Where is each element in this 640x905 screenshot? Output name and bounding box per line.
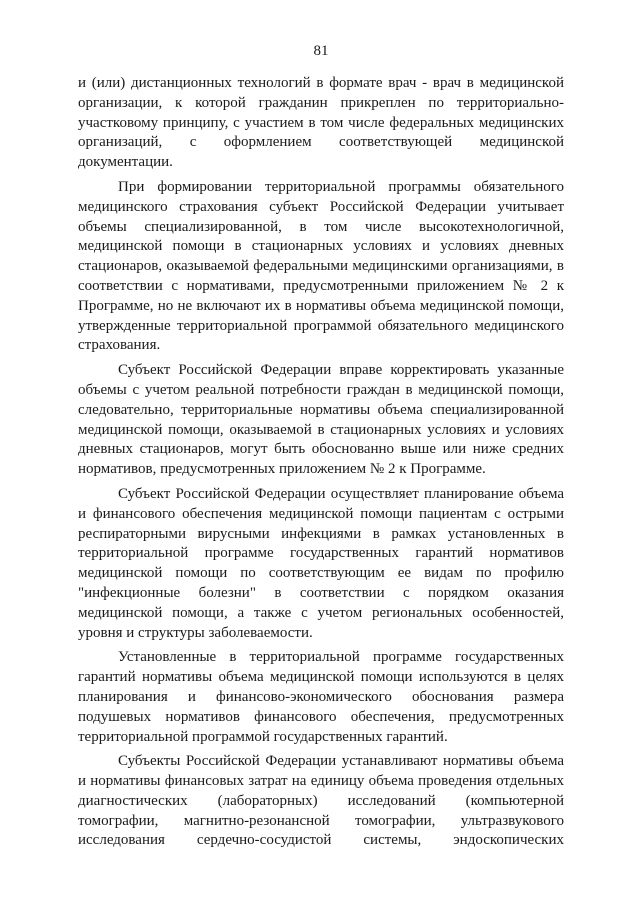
- body-text: [78, 74, 564, 856]
- page-number: 81: [313, 43, 329, 59]
- paragraph-continuation: и (или) дистанционных технологий в формате врач - врач в медицинской организации, к которой гражданин прикреплен по территориально-участковому принципу, с участием в том числе федеральных медицинских организаций, с оформлением соответствующей медицинской документации.: [78, 75, 564, 171]
- paragraph-normative-usage: Установленные в территориальной программе государственных гарантий нормативы объема медицинской помощи используются в целях планирования и финансово-экономического обоснования размера подушевых нормативов финансового обеспечения, предусмотренных территориальной программой государственных гарантий.: [78, 649, 564, 745]
- paragraph-diagnostic-norms: Субъекты Российской Федерации устанавливают нормативы объема и нормативы финансовых затрат на единицу объема проведения отдельных диагностических (лабораторных) исследований (компьютерной томографии, магнитно-резонансной томографии, ультразвукового исследования сердечно-сосудистой системы, эндоскопических: [78, 753, 564, 849]
- paragraph-territorial-program: При формировании территориальной программы обязательного медицинского страхования субъект Российской Федерации учитывает объемы специализированной, в том числе высокотехнологичной, медицинской помощи в стационарных условиях и условиях дневных стационаров, оказываемой федеральными медицинскими организациями, в соответствии с нормативами, предусмотренными приложением № 2 к Программе, но не включают их в нормативы объема медицинской помощи, утвержденные территориальной программой обязательного медицинского страхования.: [78, 178, 564, 354]
- paragraph-respiratory-infections: Субъект Российской Федерации осуществляет планирование объема и финансового обеспечения медицинской помощи пациентам с острыми респираторными вирусными инфекциями в рамках установленных в территориальной программе государственных гарантий нормативов медицинской помощи по соответствующим ее видам по профилю "инфекционные болезни" в соответствии с порядком оказания медицинской помощи, а также с учетом региональных особенностей, уровня и структуры заболеваемости.: [78, 485, 564, 641]
- paragraph-adjust-volumes: Субъект Российской Федерации вправе корректировать указанные объемы с учетом реальной потребности граждан в медицинской помощи, следовательно, территориальные нормативы объема специализированной медицинской помощи, оказываемой в стационарных условиях и условиях дневных стационаров, могут быть обоснованно выше или ниже средних нормативов, предусмотренных приложением № 2 к Программе.: [78, 362, 564, 478]
